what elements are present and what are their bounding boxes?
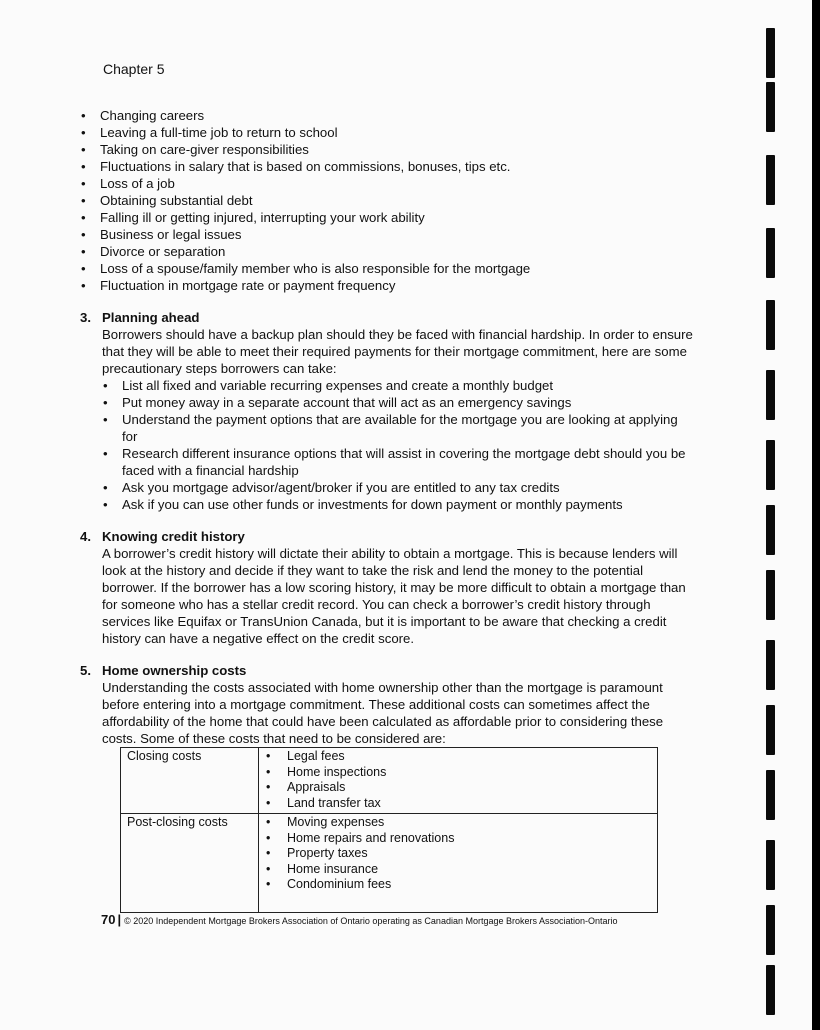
binder-hole — [766, 228, 775, 278]
section-planning-ahead — [80, 309, 695, 513]
list-item: • Property taxes — [265, 846, 651, 862]
list-item: • Legal fees — [265, 749, 651, 765]
binder-hole — [766, 840, 775, 890]
section-title: Home ownership costs — [102, 663, 247, 678]
section-title: Knowing credit history — [102, 529, 245, 544]
list-item: • Divorce or separation — [80, 243, 695, 260]
section-number: 4. — [80, 529, 91, 544]
costs-table — [120, 747, 658, 913]
list-item: • Moving expenses — [265, 815, 651, 831]
chapter-header: Chapter 5 — [103, 61, 165, 77]
section-home-ownership-costs — [80, 662, 695, 913]
section-number: 5. — [80, 663, 91, 678]
cost-items-list — [265, 815, 651, 893]
table-cell-label: Post-closing costs — [121, 814, 259, 913]
binder-hole — [766, 505, 775, 555]
table-row — [121, 748, 658, 814]
binder-hole — [766, 965, 775, 1015]
binder-hole — [766, 155, 775, 205]
list-item: • Obtaining substantial debt — [80, 192, 695, 209]
page-content — [80, 107, 695, 913]
top-bullet-list — [80, 107, 695, 294]
section-number: 3. — [80, 310, 91, 325]
binder-hole — [766, 370, 775, 420]
list-item: • Understand the payment options that are available for the mortgage you are looking at applying for — [102, 411, 695, 445]
binder-hole — [766, 28, 775, 78]
list-item: • Leaving a full-time job to return to school — [80, 124, 695, 141]
binder-hole — [766, 905, 775, 955]
list-item: • Research different insurance options that will assist in covering the mortgage debt should you be faced with a financial hardship — [102, 445, 695, 479]
binder-hole — [766, 82, 775, 132]
binder-hole — [766, 570, 775, 620]
list-item: • Appraisals — [265, 780, 651, 796]
table-cell-label: Closing costs — [121, 748, 259, 814]
list-item: • Fluctuation in mortgage rate or payment frequency — [80, 277, 695, 294]
list-item: • Ask you mortgage advisor/agent/broker if you are entitled to any tax credits — [102, 479, 695, 496]
binder-hole — [766, 300, 775, 350]
copyright-text: © 2020 Independent Mortgage Brokers Association of Ontario operating as Canadian Mortgage Brokers Association-Ontario — [124, 916, 618, 926]
table-cell-items — [259, 814, 658, 913]
list-item: • Put money away in a separate account that will act as an emergency savings — [102, 394, 695, 411]
binder-hole — [766, 705, 775, 755]
list-item: • Falling ill or getting injured, interrupting your work ability — [80, 209, 695, 226]
binder-hole — [766, 770, 775, 820]
section-bullet-list — [102, 377, 695, 513]
section-text: Borrowers should have a backup plan should they be faced with financial hardship. In order to ensure that they will be able to meet their required payments for their mortgage commitment, here are some precautionary steps borrowers can take: — [102, 327, 693, 376]
binder-hole — [766, 640, 775, 690]
section-title: Planning ahead — [102, 310, 200, 325]
page-number: 70 — [101, 912, 116, 927]
list-item: • Ask if you can use other funds or investments for down payment or monthly payments — [102, 496, 695, 513]
list-item: • Loss of a spouse/family member who is also responsible for the mortgage — [80, 260, 695, 277]
list-item: • Fluctuations in salary that is based on commissions, bonuses, tips etc. — [80, 158, 695, 175]
footer-separator: | — [117, 912, 122, 927]
list-item: • Home repairs and renovations — [265, 831, 651, 847]
list-item: • List all fixed and variable recurring expenses and create a monthly budget — [102, 377, 695, 394]
list-item: • Home inspections — [265, 765, 651, 781]
list-item: • Taking on care-giver responsibilities — [80, 141, 695, 158]
binder-hole — [766, 440, 775, 490]
list-item: • Changing careers — [80, 107, 695, 124]
list-item: • Loss of a job — [80, 175, 695, 192]
table-row — [121, 814, 658, 913]
section-credit-history — [80, 528, 695, 647]
section-text: A borrower’s credit history will dictate their ability to obtain a mortgage. This is because lenders will look at the history and decide if they want to take the risk and lend the money to the potential borrower. If the borrower has a low scoring history, it may be more difficult to obtain a mortgage than for someone who has a stellar credit record. You can check a borrower’s credit history through services like Equifax or TransUnion Canada, but it is important to be aware that checking a credit history can have a negative effect on the credit score. — [102, 546, 686, 646]
page-footer — [101, 912, 618, 927]
list-item: • Business or legal issues — [80, 226, 695, 243]
binder-holes — [762, 0, 784, 1030]
table-cell-items — [259, 748, 658, 814]
cost-items-list — [265, 749, 651, 811]
section-text: Understanding the costs associated with home ownership other than the mortgage is paramount before entering into a mortgage commitment. These additional costs can sometimes affect the affordability of the home that could have been calculated as affordable prior to considering these costs. Some of these costs that need to be considered are: — [102, 680, 664, 746]
list-item: • Land transfer tax — [265, 796, 651, 812]
list-item: • Condominium fees — [265, 877, 651, 893]
list-item: • Home insurance — [265, 862, 651, 878]
